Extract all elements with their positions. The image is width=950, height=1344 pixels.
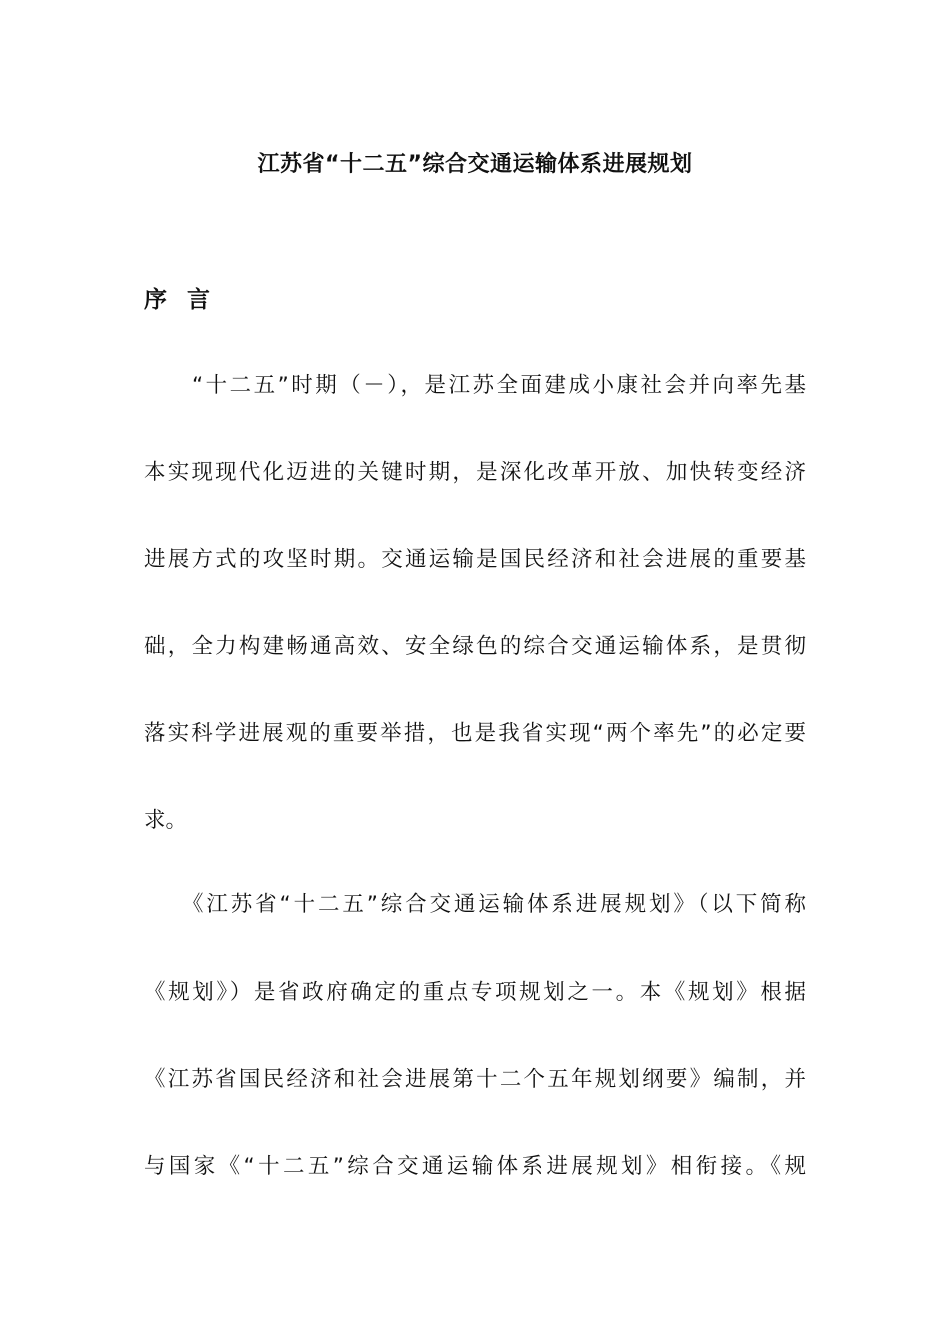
- paragraph-line: “十二五”时期（－），是江苏全面建成小康社会并向率先基: [144, 373, 806, 398]
- paragraph-line: 《江苏省国民经济和社会进展第十二个五年规划纲要》编制，并: [144, 1067, 806, 1092]
- paragraph-line: 进展方式的攻坚时期。交通运输是国民经济和社会进展的重要基: [144, 547, 806, 572]
- paragraph-line: 落实科学进展观的重要举措，也是我省实现“两个率先”的必定要: [144, 721, 806, 746]
- paragraph-line: 本实现现代化迈进的关键时期，是深化改革开放、加快转变经济: [144, 460, 806, 485]
- paragraph-line: 础，全力构建畅通高效、安全绿色的综合交通运输体系，是贯彻: [144, 634, 806, 659]
- paragraph-line: 求。: [144, 808, 188, 833]
- paragraph-line: 《江苏省“十二五”综合交通运输体系进展规划》（以下简称: [144, 892, 806, 917]
- document-title: 江苏省“十二五”综合交通运输体系进展规划: [257, 152, 693, 177]
- paragraph-line: 《规划》）是省政府确定的重点专项规划之一。本《规划》根据: [144, 980, 806, 1005]
- paragraph-line: 与国家《“十二五”综合交通运输体系进展规划》相衔接。《规: [144, 1154, 806, 1179]
- section-heading: 序 言: [144, 287, 217, 313]
